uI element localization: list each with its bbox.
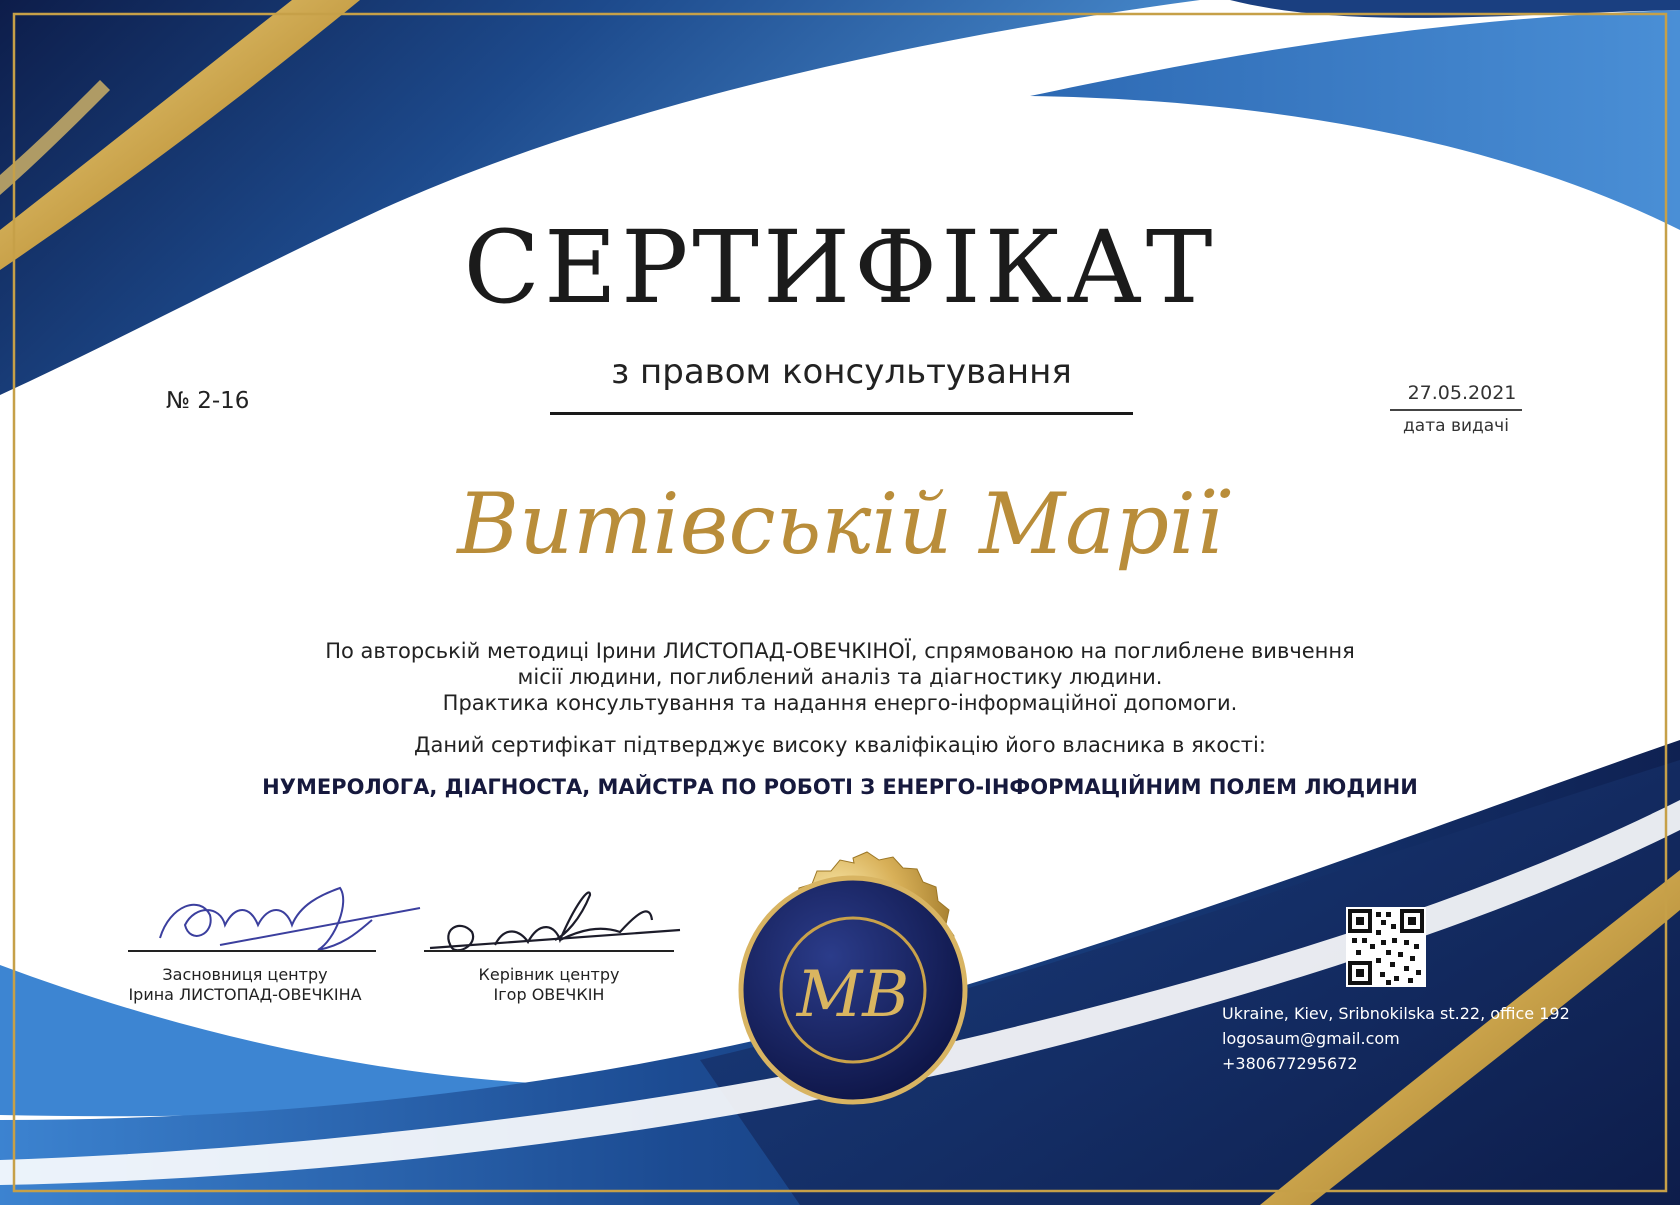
- contact-info: [1222, 1001, 1570, 1076]
- recipient-name: Витівській Марії: [457, 475, 1223, 573]
- founder-signature-line: [128, 950, 376, 952]
- founder-signature: [160, 888, 420, 950]
- director-signature-line: [424, 950, 674, 952]
- description-line: Практика консультування та надання енерго-інформаційної допомоги.: [442, 691, 1238, 715]
- certificate-description: [240, 638, 1440, 716]
- confirmation-text: Даний сертифікат підтверджує високу кваліфікацію його власника в якості:: [414, 733, 1266, 757]
- contact-address: Ukraine, Kiev, Sribnokilska st.22, office 192: [1222, 1004, 1570, 1023]
- founder-caption: [100, 965, 390, 1005]
- director-caption: [424, 965, 674, 1005]
- subtitle-underline: [550, 412, 1133, 415]
- issue-date: 27.05.2021: [1407, 382, 1517, 404]
- seal-badge: [741, 852, 965, 1102]
- seal-monogram: МВ: [796, 958, 910, 1032]
- director-name: Ігор ОВЕЧКІН: [493, 985, 605, 1004]
- founder-role: Засновниця центру: [162, 965, 328, 984]
- contact-email: logosaum@gmail.com: [1222, 1029, 1400, 1048]
- certificate-title: СЕРТИФІКАТ: [463, 209, 1217, 326]
- certificate-subtitle: з правом консультування: [611, 352, 1072, 392]
- qr-code: [1346, 907, 1426, 987]
- qualification-text: НУМЕРОЛОГА, ДІАГНОСТА, МАЙСТРА ПО РОБОТІ З ЕНЕРГО-ІНФОРМАЦІЙНИМ ПОЛЕМ ЛЮДИНИ: [262, 775, 1418, 799]
- issue-date-underline: [1390, 409, 1522, 411]
- description-line: місії людини, поглиблений аналіз та діагностику людини.: [517, 665, 1163, 689]
- contact-phone: +380677295672: [1222, 1054, 1358, 1073]
- director-signature: [430, 892, 680, 950]
- description-line: По авторській методиці Ірини ЛИСТОПАД-ОВЕЧКІНОЇ, спрямованою на поглиблене вивчення: [325, 639, 1355, 663]
- issue-date-label: дата видачі: [1403, 416, 1509, 436]
- founder-name: Ірина ЛИСТОПАД-ОВЕЧКІНА: [128, 985, 362, 1004]
- director-role: Керівник центру: [478, 965, 620, 984]
- certificate-number: № 2-16: [166, 388, 250, 414]
